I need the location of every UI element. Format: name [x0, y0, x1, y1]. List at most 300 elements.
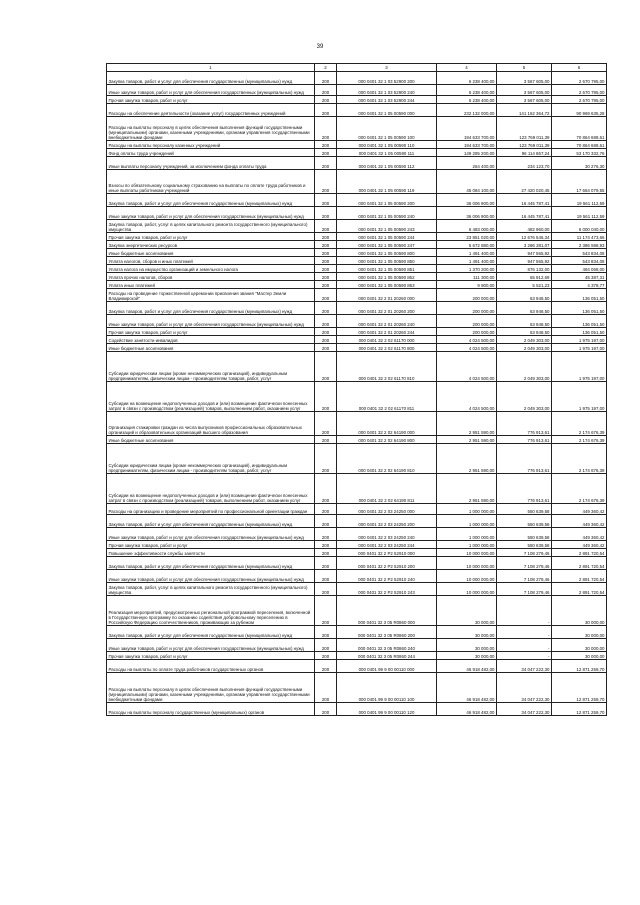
row-label: Иные закупки товаров, работ и услуг для обеспечения государственных (муниципальных) нужд: [107, 570, 315, 583]
row-label: Закупка товаров, работ, услуг в целях капитального ремонта государственного (муниципального) имущества: [107, 220, 315, 233]
row-approved: 36 006 900,00: [437, 194, 497, 207]
row-label: Закупка товаров, работ и услуг для обеспечения государственных (муниципальных) нужд: [107, 626, 315, 639]
row-label: Иные закупки товаров, работ и услуг для обеспечения государственных (муниципальных) нужд: [107, 315, 315, 328]
table-row: [107, 660, 607, 673]
row-remaining: 494 068,00: [552, 265, 607, 273]
row-approved: 10 000 000,00: [437, 549, 497, 557]
row-remaining: 2 670 795,00: [552, 96, 607, 104]
row-budget-code: 000 0401 99 9 00 00110 120: [337, 703, 437, 716]
row-code-line: 200: [315, 289, 337, 302]
row-code-line: 200: [315, 273, 337, 281]
table-row: [107, 315, 607, 328]
row-code-line: 200: [315, 96, 337, 104]
row-approved: 30 000,00: [437, 639, 497, 652]
row-executed: 234 123,70: [497, 157, 552, 170]
row-executed: 63 948,50: [497, 302, 552, 315]
row-label: Закупка товаров, работ и услуг для обеспечения государственных (муниципальных) нужд: [107, 557, 315, 570]
row-remaining: 2 891 720,54: [552, 583, 607, 596]
row-label: Прочая закупка товаров, работ и услуг: [107, 541, 315, 549]
row-code-line: 200: [315, 85, 337, 96]
row-remaining: 30 276,30: [552, 157, 607, 170]
table-row: [107, 557, 607, 570]
row-budget-code: 000 0401 32 3 05 R0860 240: [337, 639, 437, 652]
row-budget-code: 000 0401 32 1 05 00590 112: [337, 157, 437, 170]
header-cell: 3: [337, 64, 437, 72]
row-budget-code: 000 0401 32 2 01 20260 000: [337, 289, 437, 302]
row-label: Закупка товаров, работ и услуг для обеспечения государственных (муниципальных) нужд: [107, 515, 315, 528]
table-row: [107, 141, 607, 149]
row-label: Закупка товаров, работ и услуг для обеспечения государственных (муниципальных) нужд: [107, 302, 315, 315]
table-row: [107, 412, 607, 436]
row-executed: 5 521,23: [497, 281, 552, 289]
row-budget-code: 000 0401 32 1 05 00590 200: [337, 194, 437, 207]
row-approved: 36 006 900,00: [437, 207, 497, 220]
table-row: [107, 444, 607, 474]
row-label: Иные закупки товаров, работ и услуг для обеспечения государственных (муниципальных) нужд: [107, 207, 315, 220]
row-budget-code: 000 0401 32 1 03 52900 244: [337, 96, 437, 104]
row-approved: 200 000,00: [437, 328, 497, 336]
row-budget-code: 000 0401 32 2 02 61170 000: [337, 336, 437, 344]
row-budget-code: 000 0401 32 1 05 00590 100: [337, 117, 437, 141]
row-remaining: 2 670 795,00: [552, 72, 607, 85]
row-code-line: 200: [315, 541, 337, 549]
table-row: [107, 249, 607, 257]
row-code-line: 200: [315, 344, 337, 352]
row-label: Субсидии юридическим лицам (кроме некоммерческих организаций), индивидуальным предпринимателям, физическим лицам - производителям товаров, работ, услуг: [107, 444, 315, 474]
row-label: Расходы на выплаты персоналу в целях обеспечения выполнения функций государственными (муниципальными) органами, казенными учреждениями, органами управления государственными внебюджетными фондами: [107, 673, 315, 703]
row-approved: 30 000,00: [437, 626, 497, 639]
row-budget-code: 000 0401 32 1 05 00590 240: [337, 207, 437, 220]
row-budget-code: 000 0401 32 2 01 20260 244: [337, 328, 437, 336]
table-row: [107, 302, 607, 315]
table-row: [107, 528, 607, 541]
row-code-line: 200: [315, 104, 337, 117]
row-remaining: 449 360,42: [552, 541, 607, 549]
row-budget-code: 000 0401 32 2 02 64190 811: [337, 474, 437, 504]
header-cell: 6: [552, 64, 607, 72]
row-remaining: 136 051,50: [552, 328, 607, 336]
row-code-line: 200: [315, 660, 337, 673]
row-budget-code: 000 0401 32 2 02 64190 810: [337, 444, 437, 474]
row-label: Иные бюджетные ассигнования: [107, 436, 315, 444]
table-row: [107, 328, 607, 336]
row-approved: 1 491 400,00: [437, 249, 497, 257]
row-remaining: 2 174 676,39: [552, 412, 607, 436]
row-remaining: 1 975 197,00: [552, 344, 607, 352]
table-row: [107, 474, 607, 504]
row-label: Прочая закупка товаров, работ и услуг: [107, 328, 315, 336]
row-label: Закупка товаров, работ и услуг для обеспечения государственных (муниципальных) нужд: [107, 72, 315, 85]
row-code-line: 200: [315, 596, 337, 626]
row-approved: 2 951 590,00: [437, 474, 497, 504]
row-budget-code: 000 0401 32 3 05 R0860 000: [337, 596, 437, 626]
row-approved: 4 024 500,00: [437, 344, 497, 352]
row-executed: 3 567 605,00: [497, 96, 552, 104]
row-budget-code: 000 0401 32 2 02 61170 800: [337, 344, 437, 352]
row-approved: 1 000 000,00: [437, 504, 497, 515]
row-approved: 10 000 000,00: [437, 583, 497, 596]
row-remaining: 449 360,42: [552, 504, 607, 515]
row-label: Расходы на выплаты персоналу казенных учреждений: [107, 141, 315, 149]
table-header-row: [107, 64, 607, 72]
row-code-line: 200: [315, 117, 337, 141]
row-remaining: 2 891 720,54: [552, 557, 607, 570]
row-label: Расходы на выплаты персоналу в целях обеспечения выполнения функций государственными (муниципальными) органами, казенными учреждениями, органами управления государственными внебюджетными фондами: [107, 117, 315, 141]
row-code-line: 200: [315, 474, 337, 504]
table-row: [107, 72, 607, 85]
row-remaining: 449 360,42: [552, 515, 607, 528]
row-approved: 4 024 500,00: [437, 382, 497, 412]
header-cell: 2: [315, 64, 337, 72]
row-remaining: 4 378,77: [552, 281, 607, 289]
table-row: [107, 104, 607, 117]
row-code-line: 200: [315, 504, 337, 515]
table-row: [107, 639, 607, 652]
row-label: Прочая закупка товаров, работ и услуг: [107, 233, 315, 241]
row-executed: 34 047 222,30: [497, 703, 552, 716]
row-remaining: 136 051,50: [552, 302, 607, 315]
row-label: Повышение эффективности службы занятости: [107, 549, 315, 557]
budget-table: [106, 63, 607, 716]
table-row: [107, 626, 607, 639]
row-code-line: 200: [315, 336, 337, 344]
row-label: Реализация мероприятий, предусмотренных региональной программой переселения, включенной в Государственную программу по оказанию содействия добровольному переселению в Российскую Федерацию соотечественников, проживающих за рубежом: [107, 596, 315, 626]
row-executed: 16 445 787,41: [497, 194, 552, 207]
row-code-line: 200: [315, 281, 337, 289]
row-budget-code: 000 0401 32 1 03 52900 240: [337, 85, 437, 96]
row-executed: 27 420 020,45: [497, 170, 552, 194]
row-remaining: 6 000 040,00: [552, 220, 607, 233]
row-approved: 111 300,00: [437, 273, 497, 281]
row-remaining: 12 871 259,70: [552, 703, 607, 716]
row-code-line: 200: [315, 703, 337, 716]
row-remaining: 19 561 112,59: [552, 207, 607, 220]
row-executed: 947 565,92: [497, 257, 552, 265]
row-remaining: 12 871 259,70: [552, 673, 607, 703]
row-label: Расходы на выплаты персоналу государственных (муниципальных) органов: [107, 703, 315, 716]
row-executed: 34 047 222,30: [497, 673, 552, 703]
header-cell: 1: [107, 64, 315, 72]
row-label: Фонд оплаты труда учреждений: [107, 149, 315, 157]
row-executed: 2 049 303,00: [497, 336, 552, 344]
row-label: Расходы на организацию и проведение мероприятий по профессиональной ориентации граждан: [107, 504, 315, 515]
row-budget-code: 000 0401 32 2 P2 52910 240: [337, 570, 437, 583]
row-label: Субсидии юридическим лицам (кроме некоммерческих организаций), индивидуальным предпринимателям, физическим лицам - производителям товаров, работ, услуг: [107, 352, 315, 382]
row-approved: 4 024 500,00: [437, 336, 497, 344]
row-approved: 200 000,00: [437, 302, 497, 315]
row-remaining: 70 864 688,61: [552, 141, 607, 149]
row-label: Иные бюджетные ассигнования: [107, 249, 315, 257]
row-code-line: 200: [315, 207, 337, 220]
row-approved: 200 000,00: [437, 289, 497, 302]
row-approved: 30 000,00: [437, 596, 497, 626]
row-executed: 776 913,61: [497, 412, 552, 436]
row-budget-code: 000 0401 32 1 05 00590 119: [337, 170, 437, 194]
row-approved: 194 633 700,00: [437, 141, 497, 149]
row-approved: 1 000 000,00: [437, 541, 497, 549]
row-remaining: 30 000,00: [552, 596, 607, 626]
row-executed: 550 639,58: [497, 541, 552, 549]
row-budget-code: 000 0401 32 2 03 24250 200: [337, 515, 437, 528]
row-approved: 6 238 400,00: [437, 96, 497, 104]
row-label: Уплата прочих налогов, сборов: [107, 273, 315, 281]
row-executed: 2 049 303,00: [497, 344, 552, 352]
row-label: Содействие занятости инвалидов: [107, 336, 315, 344]
page-number: 39: [316, 44, 324, 50]
row-remaining: 543 834,08: [552, 249, 607, 257]
row-code-line: 200: [315, 170, 337, 194]
row-budget-code: 000 0401 32 2 03 24250 244: [337, 541, 437, 549]
row-remaining: 449 360,42: [552, 528, 607, 541]
row-label: Закупка энергетических ресурсов: [107, 241, 315, 249]
row-approved: 5 672 880,00: [437, 241, 497, 249]
row-executed: 12 676 546,34: [497, 233, 552, 241]
row-label: Закупка товаров, работ и услуг для обеспечения государственных (муниципальных) нужд: [107, 194, 315, 207]
row-label: Иные выплаты персоналу учреждений, за исключением фонда оплаты труда: [107, 157, 315, 170]
row-code-line: 200: [315, 626, 337, 639]
row-code-line: 200: [315, 444, 337, 474]
row-budget-code: 000 0401 99 9 00 00110 100: [337, 673, 437, 703]
row-executed: 550 639,58: [497, 528, 552, 541]
row-executed: 63 948,50: [497, 328, 552, 336]
row-remaining: 30 000,00: [552, 639, 607, 652]
row-approved: 194 633 700,00: [437, 117, 497, 141]
row-budget-code: 000 0401 32 1 05 00590 800: [337, 249, 437, 257]
row-executed: 776 913,61: [497, 436, 552, 444]
row-remaining: 2 386 598,93: [552, 241, 607, 249]
row-approved: 10 000 000,00: [437, 557, 497, 570]
row-approved: 6 483 000,00: [437, 220, 497, 233]
row-budget-code: 000 0401 32 1 05 00590 110: [337, 141, 437, 149]
row-executed: 776 913,61: [497, 444, 552, 474]
row-approved: 264 400,00: [437, 157, 497, 170]
row-executed: -: [497, 596, 552, 626]
table-row: [107, 157, 607, 170]
row-code-line: 200: [315, 302, 337, 315]
row-remaining: 11 174 473,66: [552, 233, 607, 241]
table-row: [107, 220, 607, 233]
row-executed: 2 049 303,00: [497, 352, 552, 382]
row-executed: 123 769 011,39: [497, 117, 552, 141]
row-remaining: 2 174 676,39: [552, 436, 607, 444]
row-code-line: 200: [315, 257, 337, 265]
row-budget-code: 000 0401 32 2 02 64190 800: [337, 436, 437, 444]
table-row: [107, 549, 607, 557]
row-executed: 550 639,58: [497, 504, 552, 515]
row-budget-code: 000 0401 32 1 05 00590 853: [337, 281, 437, 289]
row-executed: 3 567 605,00: [497, 85, 552, 96]
table-row: [107, 96, 607, 104]
table-row: [107, 583, 607, 596]
row-code-line: 200: [315, 194, 337, 207]
table-row: [107, 344, 607, 352]
row-approved: 1 491 400,00: [437, 257, 497, 265]
row-approved: 2 951 590,00: [437, 444, 497, 474]
table-row: [107, 352, 607, 382]
table-row: [107, 233, 607, 241]
row-executed: 3 286 281,07: [497, 241, 552, 249]
row-executed: -: [497, 639, 552, 652]
row-code-line: 200: [315, 549, 337, 557]
row-approved: 149 285 200,00: [437, 149, 497, 157]
row-executed: 7 108 279,46: [497, 570, 552, 583]
row-approved: 45 084 100,00: [437, 170, 497, 194]
row-budget-code: 000 0401 32 2 02 61170 810: [337, 352, 437, 382]
table-row: [107, 170, 607, 194]
table-row: [107, 596, 607, 626]
row-code-line: 200: [315, 673, 337, 703]
table-row: [107, 289, 607, 302]
row-executed: 947 565,92: [497, 249, 552, 257]
row-remaining: 19 561 112,59: [552, 194, 607, 207]
row-budget-code: 000 0401 32 2 03 24250 240: [337, 528, 437, 541]
row-remaining: 70 864 688,61: [552, 117, 607, 141]
row-executed: 2 049 303,00: [497, 382, 552, 412]
row-executed: -: [497, 626, 552, 639]
row-approved: 200 000,00: [437, 315, 497, 328]
row-budget-code: 000 0401 32 1 03 52900 200: [337, 72, 437, 85]
row-remaining: 2 174 676,39: [552, 474, 607, 504]
row-approved: 46 918 482,00: [437, 660, 497, 673]
row-approved: 1 000 000,00: [437, 528, 497, 541]
row-code-line: 200: [315, 149, 337, 157]
row-approved: 232 132 000,00: [437, 104, 497, 117]
row-code-line: 200: [315, 382, 337, 412]
row-label: Закупка товаров, работ, услуг в целях капитального ремонта государственного (муниципального) имущества: [107, 583, 315, 596]
row-approved: 46 918 482,00: [437, 673, 497, 703]
row-budget-code: 000 0401 32 3 05 R0860 200: [337, 626, 437, 639]
table-row: [107, 265, 607, 273]
table-row: [107, 382, 607, 412]
row-executed: 63 948,50: [497, 315, 552, 328]
row-remaining: 30 000,00: [552, 626, 607, 639]
row-remaining: 12 871 259,70: [552, 660, 607, 673]
header-cell: 5: [497, 64, 552, 72]
table-row: [107, 149, 607, 157]
table-row: [107, 281, 607, 289]
row-approved: 10 000 000,00: [437, 570, 497, 583]
row-budget-code: 000 0401 32 1 05 00590 852: [337, 273, 437, 281]
row-approved: 1 000 000,00: [437, 515, 497, 528]
row-budget-code: 000 0401 32 1 05 00590 851: [337, 265, 437, 273]
row-label: Иные закупки товаров, работ и услуг для обеспечения государственных (муниципальных) нужд: [107, 85, 315, 96]
row-executed: 96 114 867,24: [497, 149, 552, 157]
table-row: [107, 257, 607, 265]
row-label: Субсидии на возмещение недополученных доходов и (или) возмещение фактически понесенных затрат в связи с производством (реализацией) товаров, выполнением работ, оказанием услуг: [107, 474, 315, 504]
row-code-line: 200: [315, 220, 337, 233]
row-executed: 7 108 279,46: [497, 583, 552, 596]
row-code-line: 200: [315, 328, 337, 336]
row-executed: 482 960,00: [497, 220, 552, 233]
row-approved: 6 238 400,00: [437, 72, 497, 85]
row-label: Иные закупки товаров, работ и услуг для обеспечения государственных (муниципальных) нужд: [107, 639, 315, 652]
row-approved: 2 951 590,00: [437, 412, 497, 436]
row-executed: 123 769 011,39: [497, 141, 552, 149]
row-label: Организация стажировки граждан из числа выпускников профессиональных образовательных организаций и образовательных организаций высшего образования: [107, 412, 315, 436]
row-remaining: 1 975 197,00: [552, 382, 607, 412]
row-code-line: 200: [315, 639, 337, 652]
row-remaining: 136 051,50: [552, 289, 607, 302]
row-executed: 7 108 279,46: [497, 549, 552, 557]
row-remaining: 2 670 795,00: [552, 85, 607, 96]
row-executed: 550 639,58: [497, 515, 552, 528]
row-remaining: 53 170 332,76: [552, 149, 607, 157]
table-row: [107, 117, 607, 141]
row-label: Взносы по обязательному социальному страхованию на выплаты по оплате труда работников и иные выплаты работникам учреждений: [107, 170, 315, 194]
row-label: Расходы на обеспечение деятельности (оказание услуг) государственных учреждений: [107, 104, 315, 117]
table-row: [107, 85, 607, 96]
row-remaining: 1 975 197,00: [552, 336, 607, 344]
row-approved: 4 024 500,00: [437, 352, 497, 382]
table-row: [107, 570, 607, 583]
table-row: [107, 273, 607, 281]
row-budget-code: 000 0401 32 1 05 00590 243: [337, 220, 437, 233]
row-code-line: 200: [315, 157, 337, 170]
row-budget-code: 000 0401 32 1 05 00590 111: [337, 149, 437, 157]
row-code-line: 200: [315, 315, 337, 328]
row-budget-code: 000 0401 32 2 03 24250 000: [337, 504, 437, 515]
row-remaining: 2 891 720,54: [552, 570, 607, 583]
row-executed: -: [497, 652, 552, 660]
row-label: Иные бюджетные ассигнования: [107, 344, 315, 352]
row-budget-code: 000 0401 32 2 02 64190 000: [337, 412, 437, 436]
row-approved: 46 918 482,00: [437, 703, 497, 716]
table-row: [107, 207, 607, 220]
row-approved: 23 851 020,00: [437, 233, 497, 241]
row-executed: 776 913,61: [497, 474, 552, 504]
row-code-line: 200: [315, 352, 337, 382]
row-executed: 16 445 787,41: [497, 207, 552, 220]
row-code-line: 200: [315, 241, 337, 249]
row-executed: 63 948,50: [497, 289, 552, 302]
row-budget-code: 000 0401 32 1 05 00590 850: [337, 257, 437, 265]
row-remaining: 2 891 720,54: [552, 549, 607, 557]
row-executed: 876 132,00: [497, 265, 552, 273]
row-budget-code: 000 0401 32 2 01 20260 200: [337, 302, 437, 315]
row-code-line: 200: [315, 72, 337, 85]
row-approved: 1 370 200,00: [437, 265, 497, 273]
row-approved: 9 900,00: [437, 281, 497, 289]
row-label: Прочая закупка товаров, работ и услуг: [107, 652, 315, 660]
row-label: Иные закупки товаров, работ и услуг для обеспечения государственных (муниципальных) нужд: [107, 528, 315, 541]
row-budget-code: 000 0401 32 2 P2 52910 243: [337, 583, 437, 596]
row-budget-code: 000 0401 32 2 02 61170 811: [337, 382, 437, 412]
row-remaining: 136 051,50: [552, 315, 607, 328]
row-budget-code: 000 0401 99 9 00 00110 000: [337, 660, 437, 673]
table-row: [107, 436, 607, 444]
row-remaining: 30 000,00: [552, 652, 607, 660]
row-budget-code: 000 0401 32 2 P2 52910 000: [337, 549, 437, 557]
row-label: Уплата иных платежей: [107, 281, 315, 289]
row-label: Расходы на проведение торжественной церемонии присвоения звания "Мастер Земли Владимирской": [107, 289, 315, 302]
table-row: [107, 541, 607, 549]
table-row: [107, 241, 607, 249]
table-row: [107, 504, 607, 515]
table-row: [107, 673, 607, 703]
table-row: [107, 703, 607, 716]
row-budget-code: 000 0401 32 1 05 00590 244: [337, 233, 437, 241]
table-row: [107, 336, 607, 344]
row-budget-code: 000 0401 32 2 01 20260 240: [337, 315, 437, 328]
row-budget-code: 000 0401 32 2 P2 52910 200: [337, 557, 437, 570]
row-code-line: 200: [315, 265, 337, 273]
row-code-line: 200: [315, 141, 337, 149]
table-row: [107, 652, 607, 660]
row-approved: 6 238 400,00: [437, 85, 497, 96]
row-remaining: 1 975 197,00: [552, 352, 607, 382]
row-label: Субсидии на возмещение недополученных доходов и (или) возмещение фактически понесенных затрат в связи с производством (реализацией) товаров, выполнением работ, оказанием услуг: [107, 382, 315, 412]
row-budget-code: 000 0401 32 1 05 00590 247: [337, 241, 437, 249]
